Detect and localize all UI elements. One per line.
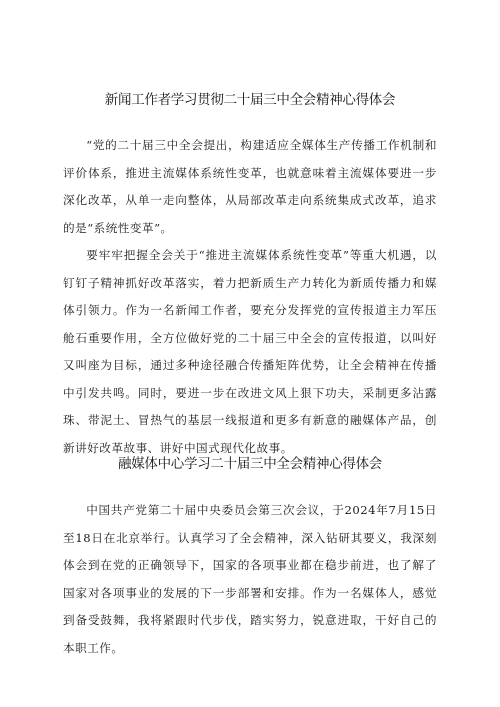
section-2-title: 融媒体中心学习二十届三中全会精神心得体会 <box>118 456 382 472</box>
section-1-paragraph-2: 要牢牢把握全会关于“推进主流媒体系统性变革”等重大机遇，以钉钉子精神抓好改革落实，着力把新质生产力转化为新质传播力和媒体引领力。作为一名新闻工作者，要充分发挥党的宣传报道主力军压舱石重要作用，全方位做好党的二十届三中全会的宣传报道，以叫好又叫座为目标，通过多种途径融合传播矩阵优势，让全会精神在传播中引发共鸣。同时，要进一步在改进文风上狠下功夫，采制更多沾露珠、带泥土、冒热气的基层一线报道和更多有新意的融媒体产品，创新讲好改革故事、讲好中国式现代化故事。 <box>63 248 437 455</box>
section-2-paragraph-1: 中国共产党第二十届中央委员会第三次会议，于2024年7月15日至18日在北京举行。认真学习了全会精神，深入钻研其要义，我深刻体会到在党的正确领导下，国家的各项事业都在稳步前进，也了解了国家对各项事业的发展的下一步部署和安排。作为一名媒体人，感觉到备受鼓舞，我将紧跟时代步伐，踏实努力，锐意进取，干好自己的本职工作。 <box>63 503 437 655</box>
section-2-body <box>63 497 437 662</box>
section-1-paragraph-1: “党的二十届三中全会提出，构建适应全媒体生产传播工作机制和评价体系，推进主流媒体系统性变革，也就意味着主流媒体要进一步深化改革，从单一走向整体，从局部改革走向系统集成式改革，追求的是“系统性变革”。 <box>63 138 437 235</box>
section-1-title: 新闻工作者学习贯彻二十届三中全会精神心得体会 <box>104 92 396 108</box>
section-1-body <box>63 132 437 462</box>
